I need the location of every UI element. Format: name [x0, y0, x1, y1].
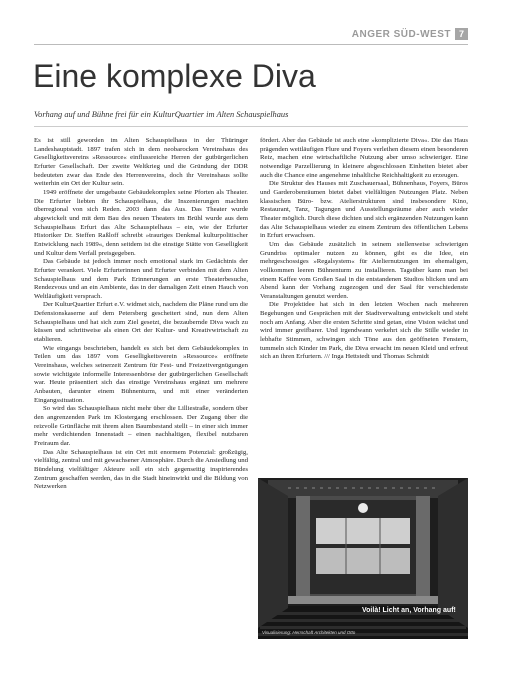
theater-illustration — [258, 478, 468, 639]
article-title: Eine komplexe Diva — [33, 58, 316, 94]
speech-text: Voilà! Licht an, Vorhang auf! — [362, 607, 456, 614]
page-header — [352, 28, 468, 40]
image-credit: Visualisierung: Herrschaft Architekten und Otto — [262, 630, 356, 635]
paragraph: Das Alte Schauspielhaus ist ein Ort mit enormem Potenzial: großzügig, vielfältig, zentral und mit gewachsener Atmosphäre. Durch die Ansiedlung und Bündelung vielfältiger Akteure soll ein sich gegenseitig inspirierendes Zentrum geschaffen werden, das in die Stadt hineinwirkt und die Bildung von Netzwerken — [34, 448, 248, 491]
section-title: ANGER SÜD-WEST — [351, 28, 451, 40]
paragraph: Es ist still geworden im Alten Schauspielhaus in der Thüringer Landeshauptstadt. 1897 trafen sich in dem neobarocken Vereinshaus des Geselligkeitsvereins »Ressource« einflussreiche Herren der gutbürgerlichen Erfurter Gesellschaft. Der zweite Weltkrieg und die Gründung der DDR bedeuteten zwar das Ende des Herrenvereins, doch ihr Vereinshaus sollte weiterhin ein Ort der Kultur sein. — [34, 137, 248, 188]
header-rule — [34, 44, 468, 45]
article-subtitle: Vorhang auf und Bühne frei für ein KulturQuartier im Alten Schauspielhaus — [34, 110, 289, 119]
paragraph: Die Struktur des Hauses mit Zuschauersaal, Bühnenhaus, Foyers, Büros und Garderobenräumen bietet dabei vielfältigen Nutzungen Platz. Neben klassischen Büro- bzw. Atelierstrukturen sind insbesondere Kino, Restaurant, Tanz, Tagungen und Ausstellungsräume aber auch wieder Theater möglich. Durch diese dichten und sich ergänzenden Nutzungen kann das Alte Schauspielhaus wieder zu einem Zentrum des öffentlichen Lebens in Erfurt erwachsen. — [260, 180, 468, 240]
paragraph: 1949 eröffnete der umgebaute Gebäudekomplex seine Pforten als Theater. Die Erfurter liebten ihr Schauspielhaus, die Inszenierungen machten überregional von sich Reden. 2003 dann das Aus. Das Theater wurde abgewickelt und mit dem Bau des neuen Theaters im Brühl wurde aus dem Schauspielhaus Erfurt das Alte Schauspielhaus – ein, wie der Erfurter Historiker Dr. Steffen Raßloff schreibt »trauriges Denkmal kulturpolitischer Entwicklung nach 1989«, denn seitdem ist die einstige Stätte von Geselligkeit und Kultur dem Verfall preisgegeben. — [34, 188, 248, 257]
subtitle-rule — [34, 126, 468, 127]
left-column — [34, 137, 248, 492]
paragraph: So wird das Schauspielhaus nicht mehr über die Lilliestraße, sondern über den angrenzenden Park im Klostergang erschlossen. Der Zugang über die reizvolle Grünfläche mit ihrem alten Baumbestand stellt – in einer sich immer mehr verdichtenden Innenstadt – einen nachhaltigen, flexibel nutzbaren Freiraum dar. — [34, 405, 248, 447]
paragraph: Der KulturQuartier Erfurt e.V. widmet sich, nachdem die Pläne rund um die Defensionskaserne auf dem Petersberg gescheitert sind, nun dem Alten Schauspielhaus und hat sich zum Ziel gesetzt, die bezaubernde Diva wach zu küssen und schrittweise als einen Ort der Kultur- und Kreativwirtschaft zu etablieren. — [34, 301, 248, 344]
theater-visualization — [258, 478, 468, 639]
page-number: 7 — [455, 28, 468, 40]
paragraph: fördert. Aber das Gebäude ist auch eine »komplizierte Diva«. Die das Haus prägenden weitläufigen Flure und Foyers verleihen diesem einen besonderen Reiz, machen eine wirtschaftliche Nutzung aber umso schwieriger. Eine notwendige Parzellierung in kleinere abgeschlossen Einheiten bietet aber auch die Chance eine angenehme inhaltliche Reichhaltigkeit zu erzeugen. — [260, 137, 468, 179]
paragraph: Um das Gebäude zusätzlich in seinem stellenweise schwierigen Grundriss optimaler nutzen zu können, gibt es die Idee, ein mehrgeschossiges »Regalsystem« für Ateliernutzungen im ehemaligen, vollkommen leeren Bühnenturm zu installieren. Tagsüber kann man bei einem Kaffee vom Großen Saal in die entstandenen Studios blicken und am Abend kann der Vorhang zugezogen und der Saal für verschiedenste Veranstaltungen genutzt werden. — [260, 240, 468, 300]
paragraph: Das Gebäude ist jedoch immer noch emotional stark im Gedächtnis der Erfurter verankert. Viele Erfurterinnen und Erfurter verbinden mit dem Alten Schauspielhaus und dem Park Erinnerungen an erste Theaterbesuche, Rendezvous und an ein Ambiente, das in der damaligen Zeit einen Hauch von Weltläufigkeit versprach. — [34, 258, 248, 300]
right-column — [260, 137, 468, 362]
paragraph: Die Projektidee hat sich in den letzten Wochen nach mehreren Begehungen und Gesprächen mit der Stadtverwaltung entwickelt und steht noch am Anfang. Aber die ersten Schritte sind getan, eine Vision wächst und wird immer greifbarer. Und irgendwann verkehrt sich die Stille wieder in lebhafte Stimmen, schwingen sich Töne aus den geöffneten Fenstern, tummeln sich Kinder im Park, die Diva erwacht im neuen Kleid und erfreut sich an ihren Erfurtern. /// Inga Hettstedt und Thomas Schmidt — [260, 301, 468, 361]
paragraph: Wie eingangs beschrieben, handelt es sich bei dem Gebäudekomplex in Teilen um das 1897 vom Geselligkeitsverein »Ressource« eröffnete Vereinshaus, welches seinerzeit Zentrum für Fest- und Freizeitvergnügungen sowie wichtigste informelle Interessenbörse der gutbürgerlichen Gesellschaft war. Heute präsentiert sich das einstige Vereinshaus ergänzt um mehrere Anbauten, darunter einem Bühnenturm, und mit einer veränderten Eingangssituation. — [34, 344, 248, 404]
